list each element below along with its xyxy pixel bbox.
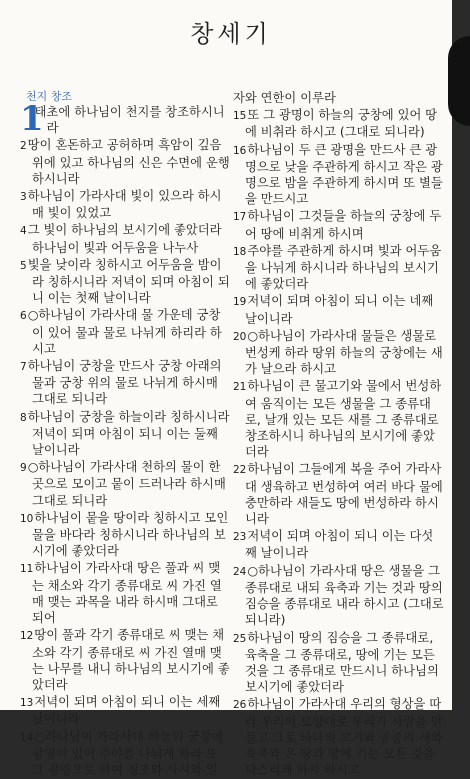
verse-number: 13 (20, 697, 34, 710)
verse-text: 또 그 광명이 하늘의 궁창에 있어 땅에 비취라 하시고 (그대로 되니라) (245, 108, 438, 140)
verse-number: 19 (233, 296, 247, 309)
verse (20, 409, 232, 459)
verse-text: ○하나님이 가라사대 물 가운데 궁창이 있어 물과 물로 나뉘게 하리라 하시고 (27, 308, 222, 356)
verse (233, 528, 445, 561)
verse-number: 2 (20, 140, 27, 153)
verse-number: 7 (20, 361, 27, 374)
verse (20, 222, 232, 255)
verse-text: 하나님이 뭍을 땅이라 칭하시고 모인 물을 바다라 칭하시니라 하나님의 보시기에 좋았더라 (32, 510, 229, 559)
verse-text: 하나님이 가라사대 우리의 형상을 따라 우리의 모양대로 우리가 사람을 만들고 그로 바다의 고기와 공중의 새와 육축과 온 땅과 땅에 기는 모든 것을 다스리게 하자 하시고 (245, 697, 443, 778)
right-column (233, 90, 445, 779)
verse-number: 8 (20, 411, 27, 424)
verse-text: 하나님이 그들에게 복을 주어 가라사대 생육하고 번성하여 여러 바다 물에 충만하라 새들도 땅에 번성하라 하시니라 (245, 462, 443, 527)
verse (20, 729, 232, 779)
verse-number: 11 (20, 563, 34, 576)
verse-text: 저녁이 되며 아침이 되니 이는 세째 날이니라 (32, 695, 221, 727)
verse-text: ○하나님이 가라사대 천하의 물이 한 곳으로 모이고 뭍이 드러나라 하시매 그대로 되니라 (27, 460, 226, 508)
verse-number: 12 (20, 630, 34, 643)
verse (20, 188, 232, 221)
verse-number: 23 (233, 531, 247, 544)
verse-text: 하나님이 그것들을 하늘의 궁창에 두어 땅에 비취게 하시며 (245, 209, 442, 241)
verse-number: 4 (20, 225, 27, 238)
verse (233, 107, 445, 140)
verse-1 (20, 99, 232, 139)
verse-text: ○하나님이 가라사대 물들은 생물로 번성케 하라 땅위 하늘의 궁창에는 새가 날으라 하시고 (245, 328, 443, 377)
verse (20, 137, 232, 187)
verse-number: 15 (233, 110, 247, 123)
thumb-index-tab (448, 36, 470, 126)
verse (233, 378, 445, 460)
verse (233, 696, 445, 778)
verse (20, 257, 232, 307)
verse (233, 293, 445, 326)
verse (20, 627, 232, 693)
verse-text: ○하나님이 가라사대 하늘의 궁창에 광명이 있어 주야를 나뉘게 하라 또 그 광명으로 하여 징조와 사시와 일 (32, 729, 224, 777)
verse (233, 208, 445, 241)
verse (233, 461, 445, 527)
verse-continuation: 자와 연한이 이루라 (233, 91, 336, 105)
verse (20, 560, 232, 626)
verse-text: 빛을 낮이라 칭하시고 어두움을 밤이라 칭하시니라 저녁이 되며 아침이 되니 이는 첫째 날이니라 (27, 257, 230, 306)
verse-number: 9 (20, 462, 27, 475)
verse-number: 6 (20, 310, 27, 323)
verse-text: 땅이 풀과 각기 종류대로 씨 맺는 채소와 각기 종류대로 씨 가진 열매 맺는 나무를 내니 하나님의 보시기에 좋았더라 (32, 628, 230, 692)
verse-number: 10 (20, 512, 34, 525)
verse-text: 하나님이 큰 물고기와 물에서 번성하여 움직이는 모든 생물을 그 종류대로, 날개 있는 모든 새를 그 종류대로 창조하시니 하나님의 보시기에 좋았더라 (245, 379, 442, 460)
left-column (20, 90, 232, 779)
book-title: 창세기 (190, 20, 272, 48)
verse (233, 630, 445, 696)
verse-number: 22 (233, 464, 247, 477)
verse-number: 18 (233, 245, 247, 258)
section-heading: 천지 창조 (26, 90, 73, 103)
verse-number: 25 (233, 632, 247, 645)
verse (20, 694, 232, 727)
verse-number: 3 (20, 191, 27, 204)
verse-number: 26 (233, 699, 247, 712)
verse-number: 20 (233, 330, 247, 343)
verse-text: 주야를 주관하게 하시며 빛과 어두움을 나뉘게 하시니라 하나님의 보시기에 좋았더라 (245, 243, 442, 292)
verse-text: 하나님이 두 큰 광명을 만드사 큰 광명으로 낮을 주관하게 하시고 작은 광명으로 밤을 주관하게 하시며 또 별들을 만드시고 (245, 142, 443, 207)
verse (233, 563, 445, 629)
verse-text: 저녁이 되며 아침이 되니 이는 네째 날이니라 (245, 294, 434, 326)
verse (233, 328, 445, 378)
verse (20, 459, 232, 509)
verse-text: 태초에 하나님이 천지를 창조하시니라 (34, 105, 225, 136)
verse-number: 14 (20, 731, 34, 744)
verse-text: 저녁이 되며 아침이 되니 이는 다섯째 날이니라 (245, 529, 434, 561)
verse-number: 5 (20, 259, 27, 272)
verse-number: 17 (233, 211, 247, 224)
verse-text: 그 빛이 하나님의 보시기에 좋았더라 하나님이 빛과 어두움을 나누사 (27, 223, 222, 255)
verse (20, 307, 232, 357)
verse-text: 하나님이 궁창을 하늘이라 칭하시니라 저녁이 되며 아침이 되니 이는 둘째 날이니라 (27, 409, 230, 458)
verse-text: 땅이 혼돈하고 공허하며 흑암이 깊음 위에 있고 하나님의 신은 수면에 운행하시니라 (27, 138, 230, 186)
verse (233, 142, 445, 208)
verse (20, 358, 232, 408)
verse-number: 21 (233, 381, 247, 394)
verse-text: 하나님이 궁창을 만드사 궁창 아래의 물과 궁창 위의 물로 나뉘게 하시매 그대로 되니라 (27, 359, 222, 407)
verse-text: 하나님이 가라사대 빛이 있으라 하시매 빛이 있었고 (27, 189, 222, 221)
verse (20, 510, 232, 560)
verse-text: ○하나님이 가라사대 땅은 생물을 그 종류대로 내되 육축과 기는 것과 땅의 짐승을 종류대로 내라 하시고 (그대로 되니라) (245, 563, 444, 628)
chapter-number: 1 (20, 99, 44, 139)
verse-text: 하나님이 가라사대 땅은 풀과 씨 맺는 채소와 각기 종류대로 씨 가진 열매 맺는 과목을 내라 하시매 그대로 되어 (32, 561, 222, 626)
verse (233, 243, 445, 293)
verse-number: 24 (233, 565, 247, 578)
verse-text: 하나님이 땅의 짐승을 그 종류대로, 육축을 그 종류대로, 땅에 기는 모든 것을 그 종류대로 만드시니 하나님의 보시기에 좋았더라 (245, 630, 439, 695)
verse-number: 16 (233, 144, 247, 157)
